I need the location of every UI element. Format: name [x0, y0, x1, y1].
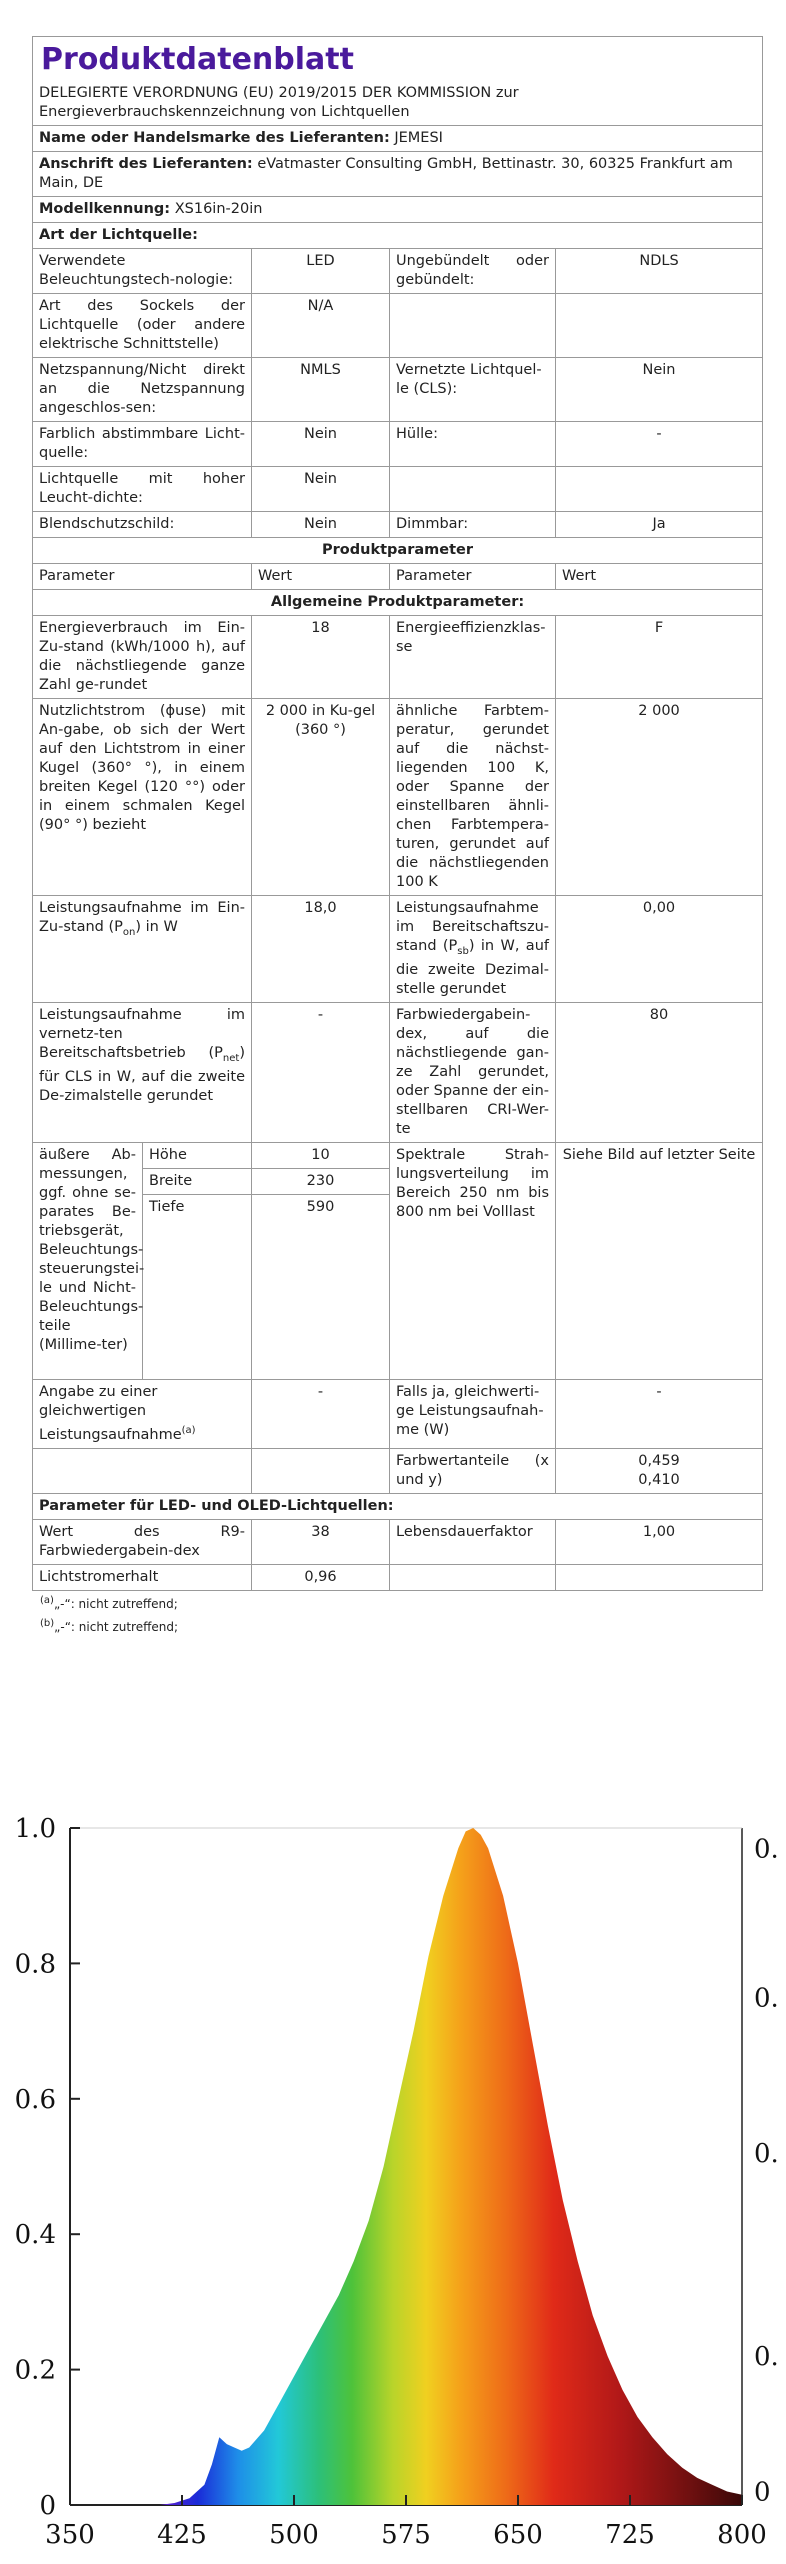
empty-cell — [556, 294, 763, 358]
model-label: Modellkennung: — [39, 201, 171, 217]
dims-label: äußere Ab-messungen, ggf. ohne se-parates Be-triebsgerät, Beleuchtungs-steuerungstei-le und Nicht-Beleuchtungs-teile (Millime-ter) — [33, 1142, 143, 1379]
footnote-b — [32, 1614, 762, 1637]
chroma-value — [556, 1448, 763, 1493]
led-params-header: Parameter für LED- und OLED-Lichtquellen: — [33, 1493, 763, 1519]
empty-cell — [390, 1564, 556, 1590]
x-tick-label: 800 — [717, 2520, 767, 2550]
psb-label-pre: Leistungsaufnahme im Bereitschaftszu-stand (P — [396, 900, 549, 954]
x-tick-label: 350 — [45, 2520, 95, 2550]
right-tick-label: 0. — [754, 1834, 779, 1865]
product-params-header: Produktparameter — [33, 538, 763, 564]
envelope-value: - — [556, 422, 763, 467]
spectral-label: Spektrale Strah-lungsverteilung im Bereich 250 nm bis 800 nm bei Volllast — [390, 1142, 556, 1379]
col-value-header: Wert — [556, 564, 763, 590]
spectrum-svg — [0, 1795, 786, 2560]
dimmable-label: Dimmbar: — [390, 512, 556, 538]
tunable-label: Farblich abstimmbare Licht-quelle: — [33, 422, 252, 467]
energy-on-label: Energieverbrauch im Ein-Zu-stand (kWh/1000 h), auf die nächstliegende ganze Zahl ge-rundet — [33, 616, 252, 699]
col-value-header: Wert — [252, 564, 390, 590]
cri-label: Farbwiedergabein-dex, auf die nächstliegende gan-ze Zahl gerundet, oder Spanne der ein-stellbaren CRI-Wer-te — [390, 1002, 556, 1142]
hlls-value: Nein — [252, 467, 390, 512]
height-label: Höhe — [143, 1142, 252, 1168]
r9-label: Wert des R9-Farbwiedergabein-dex — [33, 1519, 252, 1564]
pon-sub: on — [122, 926, 136, 938]
supplier-name-label: Name oder Handelsmarke des Lieferanten: — [39, 130, 390, 146]
light-source-type-header: Art der Lichtquelle: — [33, 223, 763, 249]
datasheet-table — [32, 36, 763, 1591]
right-tick-label: 0 — [754, 2477, 771, 2508]
chroma-x: 0,459 — [638, 1452, 680, 1469]
y-tick-label: 0.6 — [14, 2084, 56, 2115]
empty-cell — [33, 1448, 252, 1493]
footnote-mark: (b) — [40, 1617, 55, 1629]
pnet-label — [33, 1002, 252, 1142]
energy-on-value: 18 — [252, 616, 390, 699]
model-id: XS16in-20in — [174, 201, 263, 217]
envelope-label: Hülle: — [390, 422, 556, 467]
footnote-mark: (a) — [40, 1594, 54, 1606]
cri-value: 80 — [556, 1002, 763, 1142]
pnet-sub: net — [222, 1052, 240, 1064]
equiv-sup: (a) — [181, 1424, 196, 1436]
width-value: 230 — [252, 1168, 390, 1194]
cls-label: Vernetzte Lichtquel-le (CLS): — [390, 358, 556, 422]
pon-label-pre: Leistungsaufnahme im Ein-Zu-stand (P — [39, 900, 245, 935]
general-params-header: Allgemeine Produktparameter: — [33, 590, 763, 616]
x-tick-label: 650 — [493, 2520, 543, 2550]
empty-cell — [556, 1564, 763, 1590]
socket-value: N/A — [252, 294, 390, 358]
right-tick-label: 0. — [754, 2342, 779, 2373]
y-tick-label: 0.4 — [14, 2220, 56, 2251]
equiv-label — [33, 1379, 252, 1448]
bundled-label: Ungebündelt oder gebündelt: — [390, 249, 556, 294]
x-tick-label: 425 — [157, 2520, 207, 2550]
mains-label: Netzspannung/Nicht direkt an die Netzspannung angeschlos-sen: — [33, 358, 252, 422]
y-tick-label: 0.8 — [14, 1949, 56, 1980]
model-row — [33, 197, 763, 223]
psb-label-post: ) in W, auf die zweite Dezimal-stelle gerundet — [396, 938, 549, 997]
psb-value: 0,00 — [556, 896, 763, 1003]
maintenance-label: Lichtstromerhalt — [33, 1564, 252, 1590]
page-title: Produktdatenblatt — [41, 42, 354, 77]
supplier-address: eVatmaster Consulting GmbH, Bettinastr. 30, 60325 Frankfurt am Main, DE — [39, 156, 733, 191]
product-datasheet — [32, 36, 762, 1637]
flux-value: 2 000 in Ku-gel (360 °) — [252, 699, 390, 896]
regulation-intro: DELEGIERTE VERORDNUNG (EU) 2019/2015 DER KOMMISSION zur Energieverbrauchskennzeichnung von Lichtquellen — [33, 81, 763, 126]
spectral-distribution-chart — [0, 1795, 786, 2560]
psb-label — [390, 896, 556, 1003]
socket-label: Art des Sockels der Lichtquelle (oder andere elektrische Schnittstelle) — [33, 294, 252, 358]
empty-cell — [390, 467, 556, 512]
width-label: Breite — [143, 1168, 252, 1194]
empty-cell — [390, 294, 556, 358]
equiv-label-pre: Angabe zu einer gleichwertigen Leistungsaufnahme — [39, 1383, 182, 1443]
footnote-text: „-“: nicht zutreffend; — [53, 1596, 178, 1611]
empty-cell — [252, 1448, 390, 1493]
tech-label: Verwendete Beleuchtungstech-nologie: — [33, 249, 252, 294]
maintenance-value: 0,96 — [252, 1564, 390, 1590]
y-tick-label: 1.0 — [14, 1814, 56, 1844]
equiv-value: - — [252, 1379, 390, 1448]
r9-value: 38 — [252, 1519, 390, 1564]
y-tick-label: 0 — [39, 2491, 56, 2521]
survival-label: Lebensdauerfaktor — [390, 1519, 556, 1564]
chroma-label: Farbwertanteile (x und y) — [390, 1448, 556, 1493]
pon-label — [33, 896, 252, 1003]
right-tick-label: 0. — [754, 2138, 779, 2169]
flux-label: Nutzlichtstrom (ɸuse) mit An-gabe, ob sich der Wert auf den Lichtstrom in einer Kugel (360° °), in einem breiten Kegel (120 °°) oder in einem schmalen Kegel (90° °) bezieht — [33, 699, 252, 896]
eff-class-value: F — [556, 616, 763, 699]
tunable-value: Nein — [252, 422, 390, 467]
supplier-name: JEMESI — [394, 130, 443, 146]
survival-value: 1,00 — [556, 1519, 763, 1564]
pon-label-post: ) in W — [135, 919, 178, 935]
col-param-header: Parameter — [390, 564, 556, 590]
cct-value: 2 000 — [556, 699, 763, 896]
pnet-value: - — [252, 1002, 390, 1142]
equiv-power-label: Falls ja, gleichwerti-ge Leistungsaufnah-me (W) — [390, 1379, 556, 1448]
supplier-address-row — [33, 152, 763, 197]
bundled-value: NDLS — [556, 249, 763, 294]
spectral-value: Siehe Bild auf letzter Seite — [556, 1142, 763, 1379]
y-tick-label: 0.2 — [14, 2355, 56, 2386]
x-tick-label: 500 — [269, 2520, 319, 2550]
hlls-label: Lichtquelle mit hoher Leucht-dichte: — [33, 467, 252, 512]
height-value: 10 — [252, 1142, 390, 1168]
mains-value: NMLS — [252, 358, 390, 422]
shield-value: Nein — [252, 512, 390, 538]
empty-cell — [556, 467, 763, 512]
pon-value: 18,0 — [252, 896, 390, 1003]
supplier-name-row — [33, 126, 763, 152]
footnote-text: „-“: nicht zutreffend; — [54, 1619, 179, 1634]
spectrum-area — [70, 1828, 742, 2505]
shield-label: Blendschutzschild: — [33, 512, 252, 538]
eff-class-label: Energieeffizienzklas-se — [390, 616, 556, 699]
dimmable-value: Ja — [556, 512, 763, 538]
right-tick-label: 0. — [754, 1983, 779, 2014]
x-tick-label: 725 — [605, 2520, 655, 2550]
col-param-header: Parameter — [33, 564, 252, 590]
pnet-label-post: ) für CLS in W, auf die zweite De-zimalstelle gerundet — [39, 1044, 245, 1104]
depth-label: Tiefe — [143, 1194, 252, 1379]
pnet-label-pre: Leistungsaufnahme im vernetz-ten Bereitschaftsbetrieb (P — [39, 1006, 245, 1061]
supplier-address-label: Anschrift des Lieferanten: — [39, 156, 253, 172]
x-tick-label: 575 — [381, 2520, 431, 2550]
depth-value: 590 — [252, 1194, 390, 1379]
footnote-a — [32, 1591, 762, 1614]
psb-sub: sb — [457, 945, 469, 957]
tech-value: LED — [252, 249, 390, 294]
chroma-y: 0,410 — [638, 1471, 680, 1488]
cct-label: ähnliche Farbtem-peratur, gerundet auf die nächst-liegenden 100 K, oder Spanne der einstellbaren ähnli-chen Farbtempera-turen, gerundet auf die nächstliegenden 100 K — [390, 699, 556, 896]
cls-value: Nein — [556, 358, 763, 422]
equiv-power-value: - — [556, 1379, 763, 1448]
